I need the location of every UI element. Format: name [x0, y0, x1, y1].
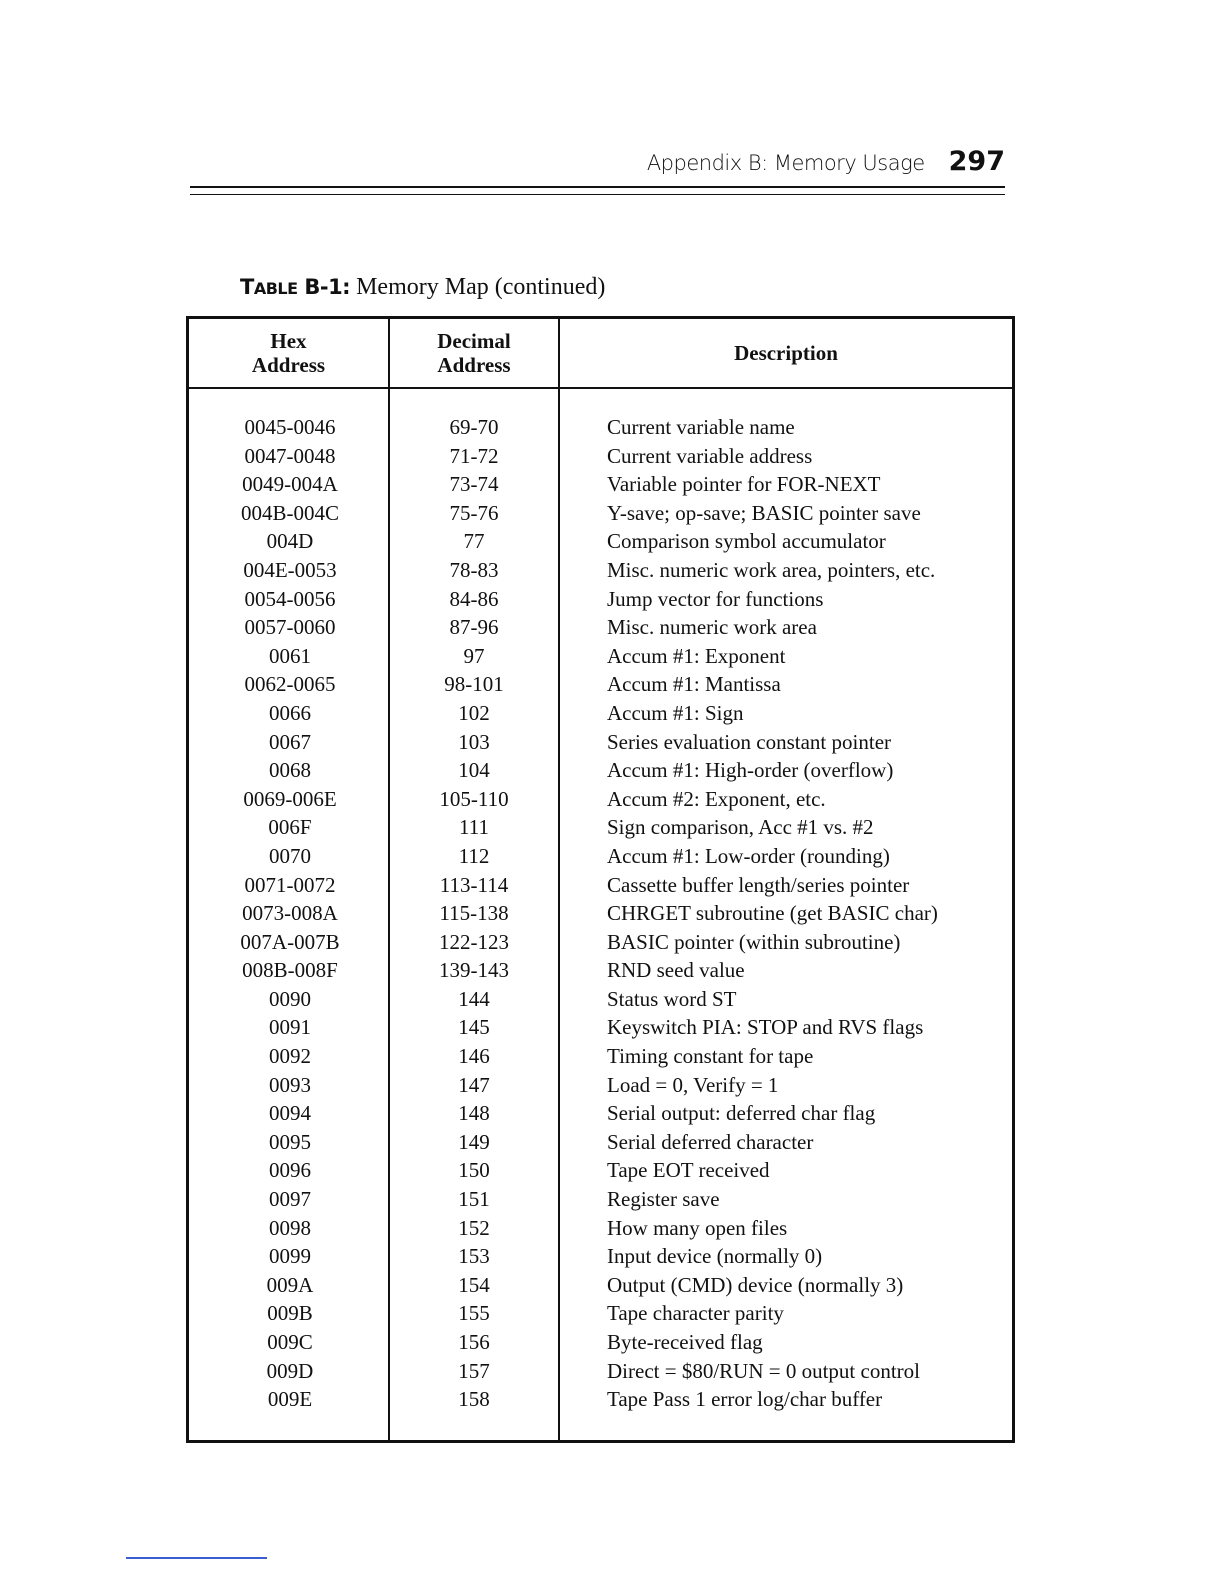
- table-row: [189, 1328, 1012, 1357]
- decimal-address-cell: 73-74: [449, 472, 499, 497]
- footer-mark: [126, 1557, 267, 1559]
- description-cell: Status word ST: [607, 986, 737, 1011]
- table-caption: [240, 274, 605, 301]
- description-cell: Tape EOT received: [607, 1158, 770, 1183]
- hex-address-cell: 0090: [269, 986, 311, 1011]
- description-cell: How many open files: [607, 1215, 788, 1240]
- hex-address-cell: 0057-0060: [244, 615, 336, 640]
- table-row: [189, 1299, 1012, 1328]
- description-cell: CHRGET subroutine (get BASIC char): [607, 901, 938, 926]
- hex-address-cell: 0094: [269, 1101, 311, 1126]
- table-row: [189, 756, 1012, 785]
- table-row: [189, 413, 1012, 442]
- table-row: [189, 1242, 1012, 1271]
- hex-address-cell: 0092: [269, 1044, 311, 1069]
- description-cell: Byte-received flag: [607, 1330, 763, 1354]
- table-row: [189, 956, 1012, 985]
- decimal-address-cell: 147: [458, 1072, 490, 1097]
- table-row: [189, 1357, 1012, 1386]
- description-cell: Series evaluation constant pointer: [607, 729, 892, 754]
- decimal-address-cell: 149: [458, 1129, 490, 1154]
- hex-address-cell: 0049-004A: [242, 472, 338, 497]
- header-rule-thin: [190, 194, 1005, 195]
- decimal-address-cell: 151: [458, 1187, 490, 1212]
- decimal-address-cell: 155: [458, 1301, 490, 1326]
- hex-address-cell: 0062-0065: [244, 672, 336, 697]
- table-row: [189, 899, 1012, 928]
- description-cell: RND seed value: [607, 958, 745, 983]
- decimal-address-cell: 71-72: [449, 443, 499, 468]
- table-row: [189, 613, 1012, 642]
- hex-address-cell: 0045-0046: [244, 415, 336, 439]
- decimal-address-cell: 69-70: [449, 415, 499, 439]
- hex-address-cell: 0073-008A: [242, 901, 338, 926]
- table-row: [189, 1071, 1012, 1100]
- hex-address-cell: 006F: [268, 815, 312, 840]
- hex-address-cell: 0067: [269, 729, 311, 754]
- decimal-address-cell: 144: [458, 986, 490, 1011]
- description-cell: Input device (normally 0): [607, 1244, 823, 1269]
- description-cell: Accum #1: Low-order (rounding): [607, 843, 890, 868]
- hex-address-cell: 0066: [269, 700, 311, 725]
- description-cell: Tape character parity: [607, 1301, 784, 1326]
- decimal-address-cell: 153: [458, 1244, 490, 1269]
- hex-address-cell: 0097: [269, 1187, 311, 1212]
- description-cell: Register save: [607, 1187, 720, 1212]
- decimal-address-cell: 111: [459, 815, 489, 840]
- column-header-hex-line1: Hex: [270, 329, 307, 353]
- description-cell: Misc. numeric work area: [607, 615, 817, 640]
- decimal-address-cell: 150: [458, 1158, 490, 1183]
- column-header-decimal-address: [390, 319, 558, 387]
- description-cell: Tape Pass 1 error log/char buffer: [607, 1387, 883, 1412]
- description-cell: Accum #1: Exponent: [607, 643, 786, 668]
- hex-address-cell: 0071-0072: [244, 872, 336, 897]
- description-cell: Load = 0, Verify = 1: [607, 1072, 779, 1097]
- hex-address-cell: 0098: [269, 1215, 311, 1240]
- table-body: [189, 413, 1012, 1414]
- decimal-address-cell: 152: [458, 1215, 490, 1240]
- page-number: 297: [948, 146, 1005, 177]
- table-row: [189, 670, 1012, 699]
- description-cell: Accum #1: Sign: [607, 700, 744, 725]
- table-row: [189, 527, 1012, 556]
- decimal-address-cell: 75-76: [449, 500, 499, 525]
- hex-address-cell: 0068: [269, 758, 311, 783]
- hex-address-cell: 0091: [269, 1015, 311, 1040]
- table-row: [189, 842, 1012, 871]
- description-cell: Timing constant for tape: [607, 1044, 814, 1069]
- table-row: [189, 928, 1012, 957]
- table-row: [189, 470, 1012, 499]
- table-row: [189, 1385, 1012, 1414]
- hex-address-cell: 0069-006E: [243, 786, 337, 811]
- running-head: [190, 146, 1005, 186]
- description-cell: Y-save; op-save; BASIC pointer save: [607, 500, 921, 525]
- decimal-address-cell: 78-83: [449, 557, 499, 582]
- table-row: [189, 785, 1012, 814]
- description-cell: Keyswitch PIA: STOP and RVS flags: [607, 1015, 924, 1040]
- hex-address-cell: 0099: [269, 1244, 311, 1269]
- description-cell: Current variable name: [607, 415, 795, 439]
- table-row: [189, 813, 1012, 842]
- decimal-address-cell: 87-96: [449, 615, 499, 640]
- table-row: [189, 699, 1012, 728]
- memory-map-table: [186, 316, 1015, 1443]
- decimal-address-cell: 105-110: [439, 786, 509, 811]
- header-rule-thick: [190, 186, 1005, 188]
- hex-address-cell: 0070: [269, 843, 311, 868]
- hex-address-cell: 004D: [266, 529, 314, 554]
- description-cell: Comparison symbol accumulator: [607, 529, 886, 554]
- table-label-smallcaps: ABLE: [253, 279, 298, 298]
- table-row: [189, 1185, 1012, 1214]
- table-row: [189, 985, 1012, 1014]
- description-cell: Accum #1: Mantissa: [607, 672, 781, 697]
- description-cell: Output (CMD) device (normally 3): [607, 1272, 904, 1297]
- table-row: [189, 1271, 1012, 1300]
- table-row: [189, 1042, 1012, 1071]
- column-header-dec-line2: Address: [437, 353, 511, 377]
- table-row: [189, 1099, 1012, 1128]
- hex-address-cell: 004B-004C: [240, 500, 339, 525]
- hex-address-cell: 009E: [267, 1387, 313, 1412]
- hex-address-cell: 0047-0048: [244, 443, 336, 468]
- column-header-hex-line2: Address: [251, 353, 326, 377]
- description-cell: Sign comparison, Acc #1 vs. #2: [607, 815, 874, 840]
- decimal-address-cell: 97: [463, 643, 485, 668]
- table-row: [189, 1013, 1012, 1042]
- description-cell: Accum #1: High-order (overflow): [607, 758, 894, 783]
- description-cell: Serial output: deferred char flag: [607, 1101, 876, 1126]
- table-label-number: B-1:: [297, 275, 351, 299]
- decimal-address-cell: 146: [458, 1044, 490, 1069]
- table-row: [189, 728, 1012, 757]
- hex-address-cell: 0061: [269, 643, 311, 668]
- decimal-address-cell: 84-86: [449, 586, 499, 611]
- table-header-rule: [189, 387, 1012, 389]
- decimal-address-cell: 104: [458, 758, 490, 783]
- column-header-hex-address: [189, 319, 388, 387]
- decimal-address-cell: 157: [458, 1358, 490, 1383]
- decimal-address-cell: 98-101: [444, 672, 504, 697]
- hex-address-cell: 007A-007B: [240, 929, 340, 954]
- hex-address-cell: 009A: [266, 1272, 314, 1297]
- decimal-address-cell: 112: [458, 843, 490, 868]
- hex-address-cell: 0095: [269, 1129, 311, 1154]
- table-row: [189, 871, 1012, 900]
- table-row: [189, 642, 1012, 671]
- decimal-address-cell: 148: [458, 1101, 490, 1126]
- column-header-description: [560, 319, 1012, 387]
- table-row: [189, 1128, 1012, 1157]
- hex-address-cell: 009C: [267, 1330, 313, 1354]
- description-cell: BASIC pointer (within subroutine): [607, 929, 901, 954]
- table-label-initial: T: [240, 275, 254, 299]
- decimal-address-cell: 156: [458, 1330, 490, 1354]
- table-row: [189, 556, 1012, 585]
- hex-address-cell: 009D: [266, 1358, 314, 1383]
- hex-address-cell: 0093: [269, 1072, 311, 1097]
- table-row: [189, 1214, 1012, 1243]
- description-cell: Accum #2: Exponent, etc.: [607, 786, 826, 811]
- column-header-desc-text: Description: [734, 341, 838, 365]
- decimal-address-cell: 154: [458, 1272, 490, 1297]
- table-row: [189, 442, 1012, 471]
- description-cell: Direct = $80/RUN = 0 output control: [607, 1358, 920, 1383]
- description-cell: Cassette buffer length/series pointer: [607, 872, 910, 897]
- table-label: [240, 275, 350, 299]
- table-row: [189, 585, 1012, 614]
- description-cell: Misc. numeric work area, pointers, etc.: [607, 557, 936, 582]
- decimal-address-cell: 158: [458, 1387, 490, 1412]
- table-row: [189, 1156, 1012, 1185]
- decimal-address-cell: 139-143: [439, 958, 509, 983]
- description-cell: Variable pointer for FOR-NEXT: [607, 472, 881, 497]
- table-title: Memory Map (continued): [350, 274, 606, 300]
- column-header-dec-line1: Decimal: [437, 329, 511, 353]
- running-head-title: Appendix B: Memory Usage: [646, 151, 925, 175]
- decimal-address-cell: 113-114: [439, 872, 509, 897]
- hex-address-cell: 0054-0056: [244, 586, 336, 611]
- decimal-address-cell: 77: [463, 529, 485, 554]
- decimal-address-cell: 145: [458, 1015, 490, 1040]
- hex-address-cell: 004E-0053: [243, 557, 337, 582]
- hex-address-cell: 008B-008F: [242, 958, 338, 983]
- decimal-address-cell: 115-138: [439, 901, 509, 926]
- table-row: [189, 499, 1012, 528]
- decimal-address-cell: 102: [458, 700, 490, 725]
- hex-address-cell: 0096: [269, 1158, 311, 1183]
- hex-address-cell: 009B: [267, 1301, 313, 1326]
- description-cell: Current variable address: [607, 443, 813, 468]
- decimal-address-cell: 103: [458, 729, 490, 754]
- description-cell: Serial deferred character: [607, 1129, 814, 1154]
- decimal-address-cell: 122-123: [439, 929, 509, 954]
- description-cell: Jump vector for functions: [607, 586, 824, 611]
